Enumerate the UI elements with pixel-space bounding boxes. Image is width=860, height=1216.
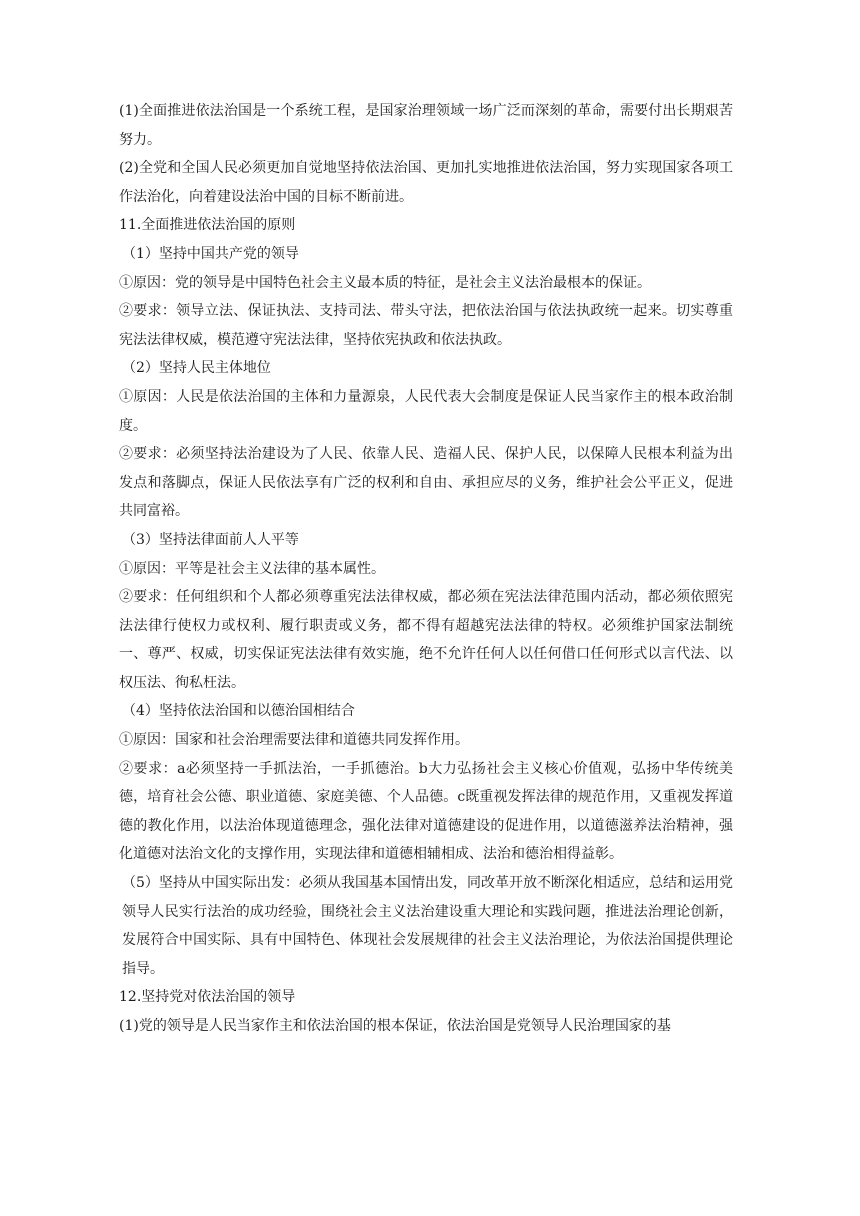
paragraph-reason-2: ①原因：人民是依法治国的主体和力量源泉，人民代表大会制度是保证人民当家作主的根本政治制度。: [119, 388, 733, 434]
paragraph-requirement-3: ②要求：任何组织和个人都必须尊重宪法法律权威，都必须在宪法法律范围内活动，都必须依照宪法法律行使权力或权利、履行职责或义务，都不得有超越宪法法律的特权。必须维护国家法制统一、尊严、权威，切实保证宪法法律有效实施，绝不允许任何人以任何借口任何形式以言代法、以权压法、徇私枉法。: [119, 589, 733, 691]
paragraph-2: (2)全党和全国人民必须更加自觉地坚持依法治国、更加扎实地推进依法治国，努力实现国家各项工作法治化，向着建设法治中国的目标不断前进。: [119, 160, 733, 205]
section-heading-12: 12.坚持党对依法治国的领导: [119, 989, 296, 1006]
paragraph-requirement-1: ②要求：领导立法、保证执法、支持司法、带头守法，把依法治国与依法执政统一起来。切实尊重宪法法律权威，模范遵守宪法法律，坚持依宪执政和依法执政。: [119, 303, 733, 348]
section-heading-11: 11.全面推进依法治国的原则: [119, 217, 296, 234]
paragraph-requirement-2: ②要求：必须坚持法治建设为了人民、依靠人民、造福人民、保护人民，以保障人民根本利益为出发点和落脚点，保证人民依法享有广泛的权利和自由、承担应尽的义务，维护社会公平正义，促进共同富裕。: [119, 446, 733, 520]
subheading-principle-2: （2）坚持人民主体地位: [122, 360, 271, 377]
paragraph-1: (1)全面推进依法治国是一个系统工程，是国家治理领域一场广泛而深刻的革命，需要付出长期艰苦努力。: [119, 103, 733, 148]
subheading-principle-3: （3）坚持法律面前人人平等: [122, 531, 299, 548]
paragraph-principle-5: （5）坚持从中国实际出发：必须从我国基本国情出发，同改革开放不断深化相适应，总结和运用党领导人民实行法治的成功经验，围绕社会主义法治建设重大理论和实践问题，推进法治理论创新，发展符合中国实际、具有中国特色、体现社会发展规律的社会主义法治理论，为依法治国提供理论指导。: [122, 875, 733, 977]
paragraph-party-leadership: (1)党的领导是人民当家作主和依法治国的根本保证，依法治国是党领导人民治理国家的基: [119, 1018, 671, 1034]
paragraph-reason-1: ①原因：党的领导是中国特色社会主义最本质的特征，是社会主义法治最根本的保证。: [119, 274, 651, 291]
document-body: [119, 97, 733, 1041]
paragraph-reason-3: ①原因：平等是社会主义法律的基本属性。: [119, 560, 385, 577]
subheading-principle-1: （1）坚持中国共产党的领导: [122, 245, 299, 262]
subheading-principle-4: （4）坚持依法治国和以德治国相结合: [122, 703, 355, 720]
paragraph-requirement-4: ②要求：a必须坚持一手抓法治，一手抓德治。b大力弘扬社会主义核心价值观，弘扬中华传统美德，培育社会公德、职业道德、家庭美德、个人品德。c既重视发挥法律的规范作用，又重视发挥道德的教化作用，以法治体现道德理念，强化法律对道德建设的促进作用，以道德滋养法治精神，强化道德对法治文化的支撑作用，实现法律和道德相辅相成、法治和德治相得益彰。: [119, 760, 733, 863]
paragraph-reason-4: ①原因：国家和社会治理需要法律和道德共同发挥作用。: [119, 732, 469, 749]
